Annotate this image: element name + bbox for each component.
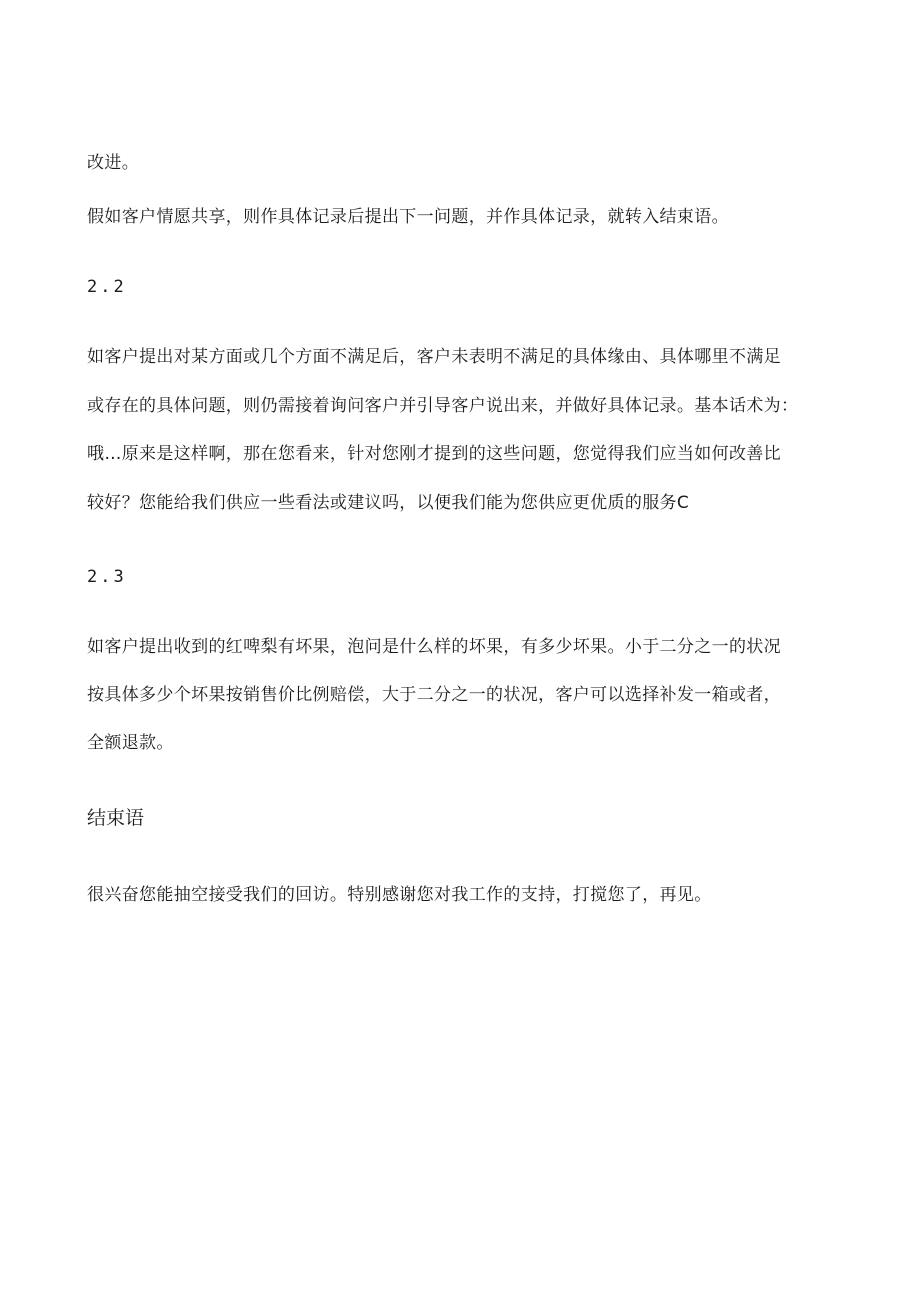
section-2-2-line-1: 如客户提出对某方面或几个方面不满足后，客户未表明不满足的具体缘由、具体哪里不满足	[87, 347, 781, 367]
section-2-2-line-4: 较好？您能给我们供应一些看法或建议吗，以便我们能为您供应更优质的服务C	[87, 493, 690, 513]
section-2-2-line-2: 或存在的具体问题，则仍需接着询问客户并引导客户说出来，并做好具体记录。基本话术为：	[87, 396, 799, 416]
intro-line-2: 假如客户情愿共享，则作具体记录后提出下一问题，并作具体记录，就转入结束语。	[87, 207, 729, 227]
closing-text: 很兴奋您能抽空接受我们的回访。特别感谢您对我工作的支持，打搅您了，再见。	[87, 885, 712, 905]
section-2-2-line-3: 哦…原来是这样啊，那在您看来，针对您刚才提到的这些问题，您觉得我们应当如何改善比	[87, 444, 781, 464]
intro-line-1: 改进。	[87, 153, 140, 173]
section-number-2-2: 2.2	[87, 277, 127, 297]
section-number-2-3: 2.3	[87, 567, 127, 587]
section-2-3-line-2: 按具体多少个坏果按销售价比例赔偿，大于二分之一的状况，客户可以选择补发一箱或者，	[87, 685, 781, 705]
section-2-3-line-1: 如客户提出收到的红啤梨有坏果，泡问是什么样的坏果，有多少坏果。小于二分之一的状况	[87, 637, 781, 657]
section-2-3-line-3: 全额退款。	[87, 733, 174, 753]
closing-heading: 结束语	[87, 807, 145, 829]
